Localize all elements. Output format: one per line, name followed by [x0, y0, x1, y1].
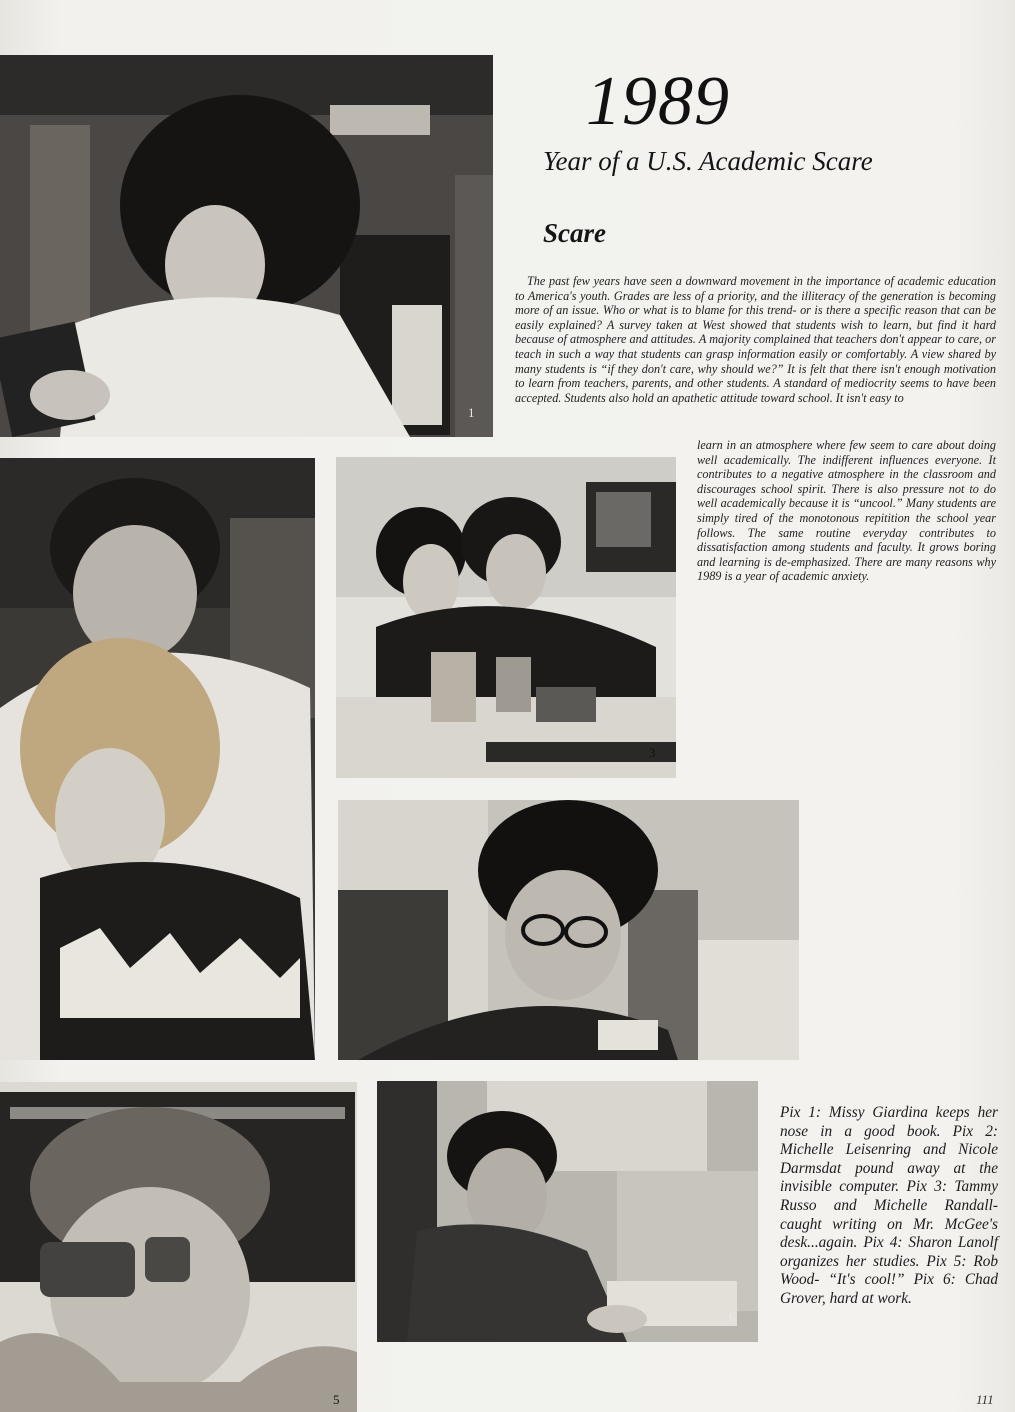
- section-heading: Scare: [543, 218, 606, 248]
- photo-1-image: [0, 55, 493, 437]
- article-body-part-2: learn in an atmosphere where few seem to care about doing well academically. The indifferent influences everyone. It contributes to a negative atmosphere in the classroom and discourages school spirit. There is also pressure not to do well academically because it is “uncool.” Many students are simply tired of the monotonous repitition the school year follows. The same routine everyday contributes to dissatisfaction among students and faculty. It grows boring and learning is de-emphasized. There are many reasons why 1989 is a year of academic anxiety.: [697, 438, 996, 584]
- photo-3-image: [336, 457, 676, 778]
- photo-3-girls-at-desk: [336, 457, 676, 778]
- photo-2-two-girls-tall: [0, 458, 315, 1060]
- photo-5-boy-with-sunglasses: [0, 1082, 357, 1412]
- photo-captions: Pix 1: Missy Giardina keeps her nose in a good book. Pix 2: Michelle Leisenring and Nicole Darmsdat pound away at the invisible computer. Pix 3: Tammy Russo and Michelle Randall- caught writing on Mr. McGee's desk...again. Pix 4: Sharon Lanolf organizes her studies. Pix 5: Rob Wood- “It's cool!” Pix 6: Chad Grover, hard at work.: [780, 1104, 998, 1307]
- photo-2-image: [0, 458, 315, 1060]
- page-subtitle: Year of a U.S. Academic Scare: [543, 146, 873, 176]
- photo-1-number: 1: [468, 405, 475, 420]
- photo-3-number: 3: [649, 745, 656, 760]
- photo-4-girl-with-glasses: [338, 800, 799, 1060]
- photo-1-girl-reading: [0, 55, 493, 437]
- photo-5-number: 5: [333, 1392, 340, 1407]
- page-number: 111: [976, 1392, 994, 1407]
- article-body-part-1: The past few years have seen a downward movement in the importance of academic education to America's youth. Grades are less of a priority, and the illiteracy of the generation is becoming more of an issue. Who or what is to blame for this trend- or is there a specific reason that can be easily explained? A survey taken at West showed that students wish to learn, but find it hard because of atmosphere and attitudes. A majority complained that teachers don't appear to care, or teach in such a way that students can grasp information easily or comfortably. A view shared by many students is “if they don't care, why should we?” It is felt that there isn't enough motivation to learn from teachers, parents, and other students. A standard of mediocrity seems to have been accepted. Students also hold an apathetic attitude toward school. It isn't easy to: [515, 274, 996, 405]
- photo-4-image: [338, 800, 799, 1060]
- photo-5-image: [0, 1082, 357, 1412]
- photo-6-number: 6: [729, 1309, 736, 1324]
- photo-6-image: [377, 1081, 758, 1342]
- page-year-title: 1989: [586, 63, 730, 140]
- photo-6-boy-at-work: [377, 1081, 758, 1342]
